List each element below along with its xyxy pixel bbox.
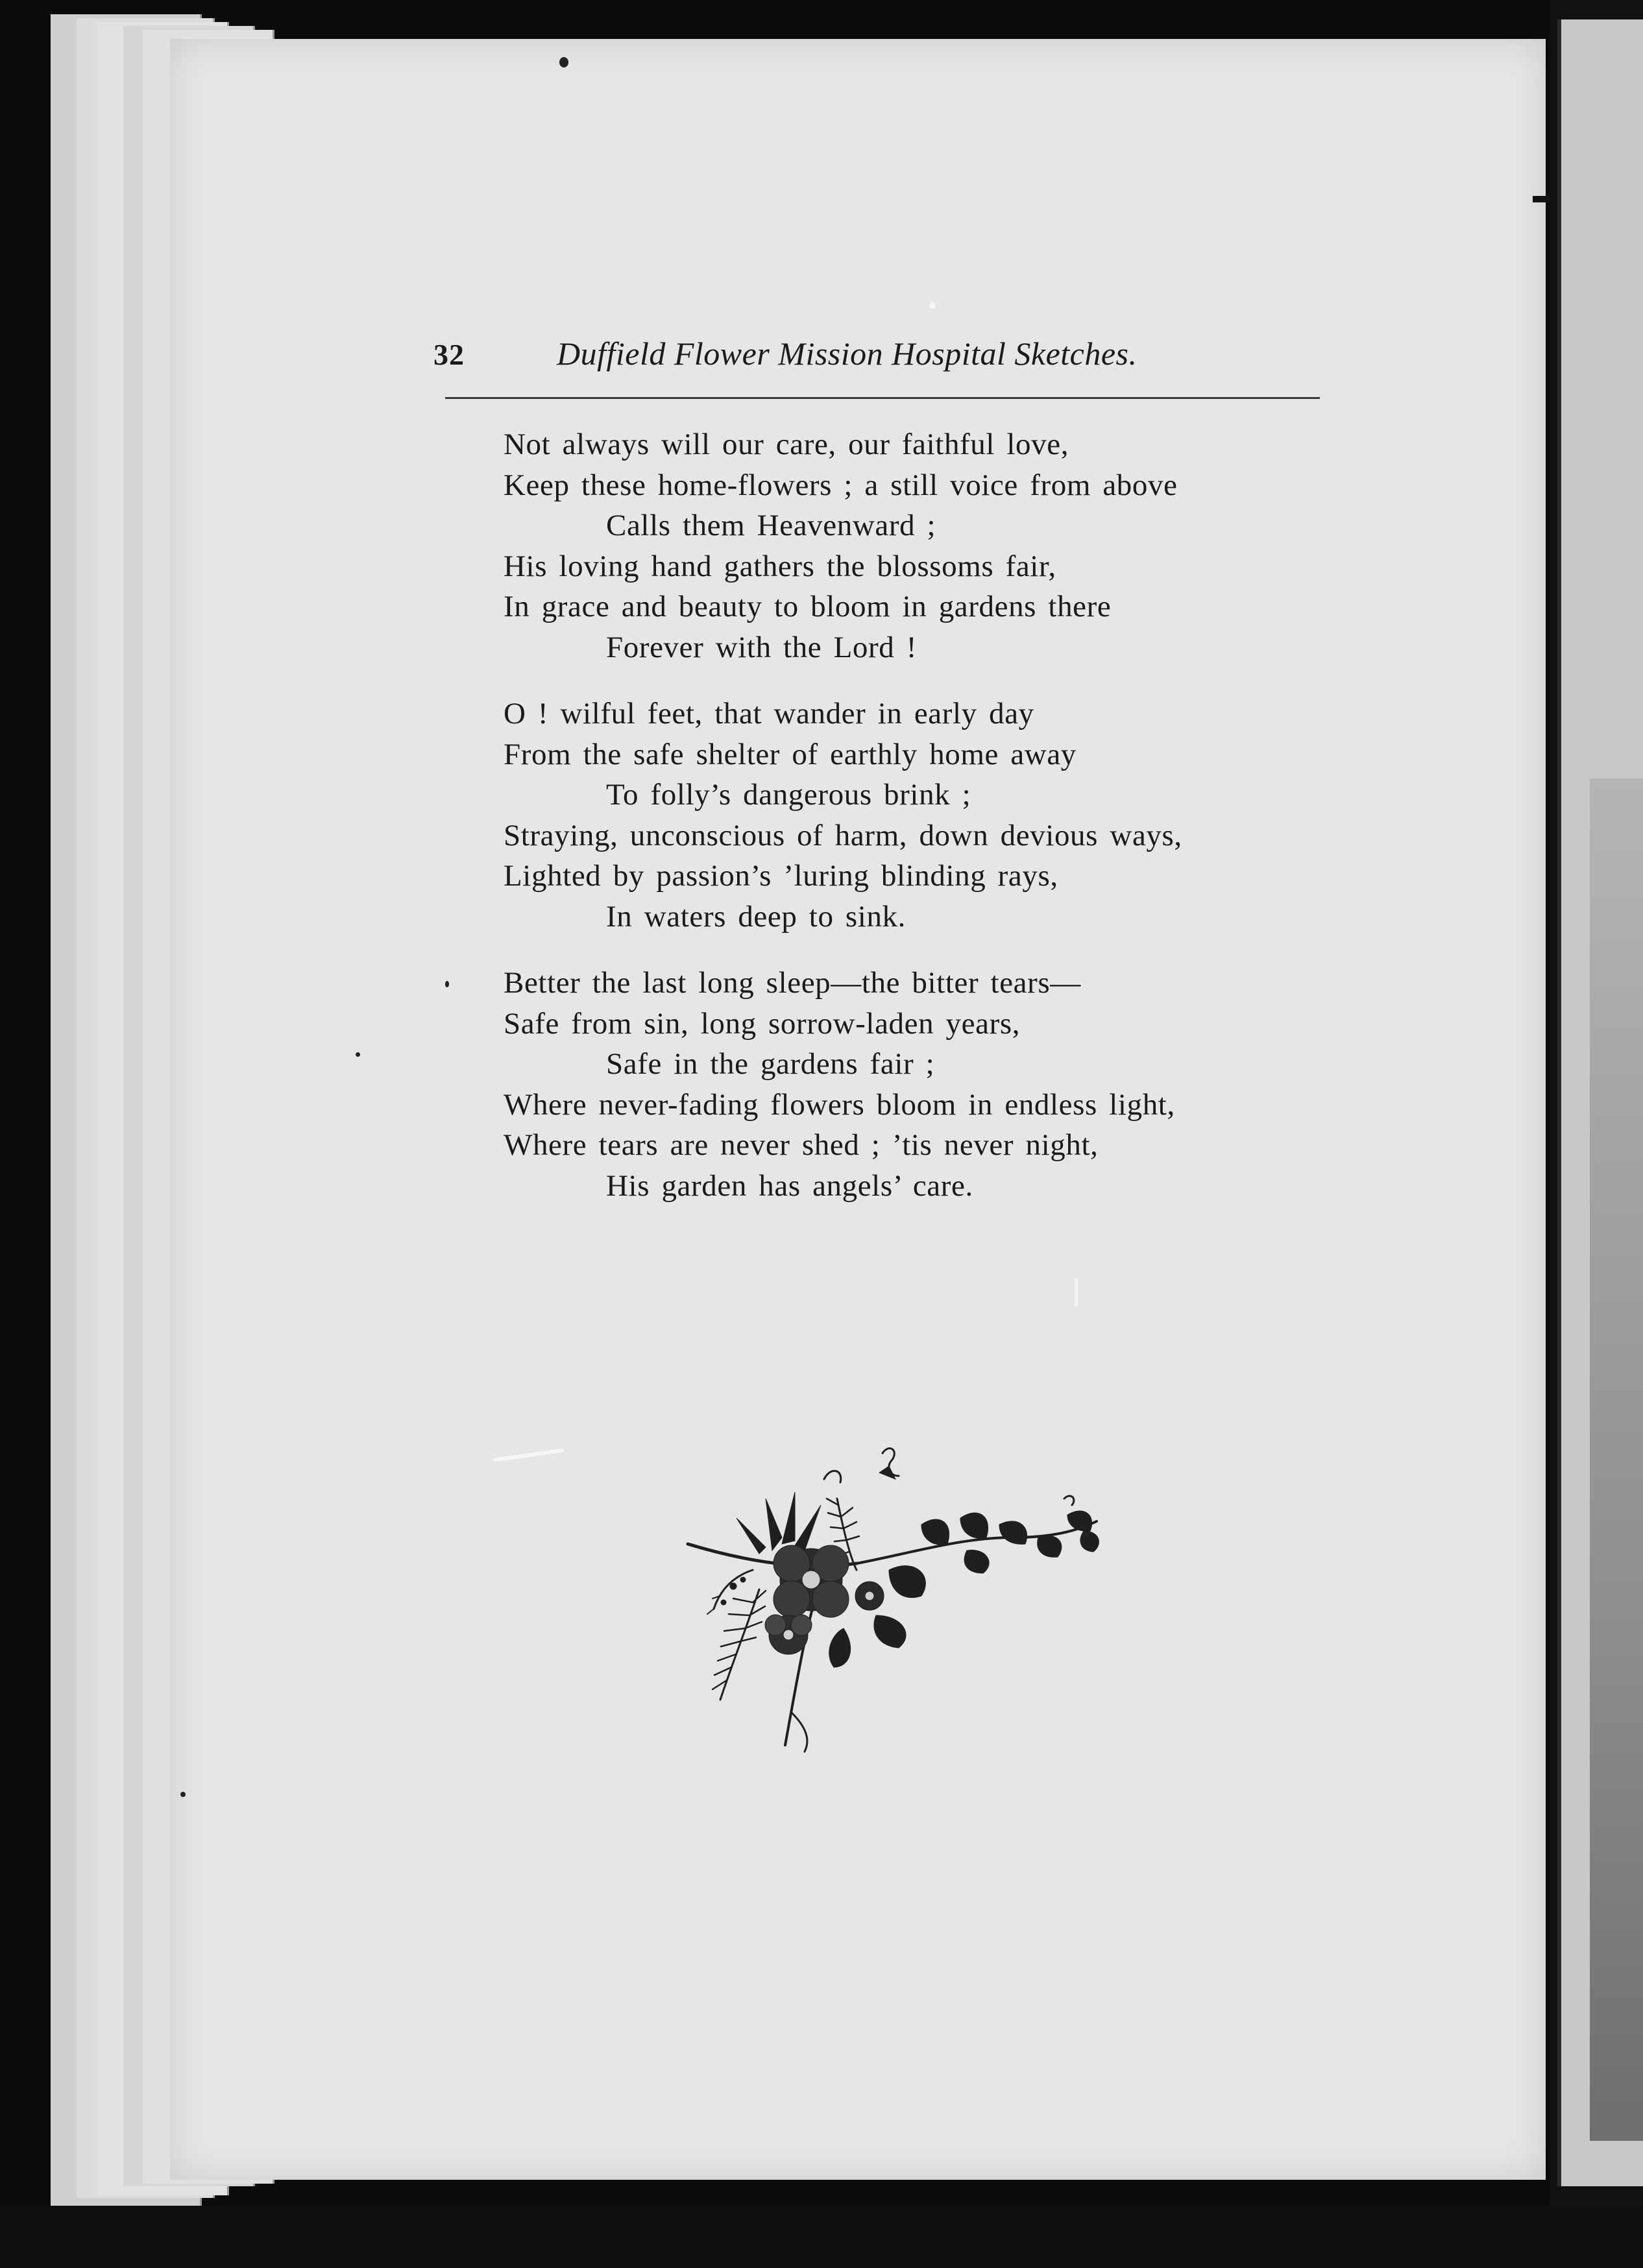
poem-line-indented: His garden has angels’ care. <box>606 1168 973 1203</box>
poem-line-indented: In waters deep to sink. <box>606 899 906 934</box>
poem-line: Keep these home-flowers ; a still voice from above <box>504 468 1178 502</box>
poem-line: Where never-fading flowers bloom in endless light, <box>504 1087 1175 1122</box>
stanza <box>504 694 1321 937</box>
poem-line: Where tears are never shed ; ’tis never night, <box>504 1128 1099 1162</box>
header-rule <box>445 397 1320 399</box>
floral-ornament-icon <box>675 1440 1103 1765</box>
poem-line: In grace and beauty to bloom in gardens there <box>504 590 1112 623</box>
poem-line: Not always will our care, our faithful love, <box>504 428 1069 461</box>
poem-line: Lighted by passion’s ’luring blinding rays, <box>504 859 1058 893</box>
dust-speck <box>559 57 568 67</box>
dust-mark <box>1075 1278 1078 1307</box>
poem-line-indented: Calls them Heavenward ; <box>606 509 936 542</box>
poem-line: Straying, unconscious of harm, down devious ways, <box>504 818 1182 852</box>
binding-mark <box>1533 196 1555 202</box>
scan-bottom-border <box>0 2206 1643 2268</box>
page-number: 32 <box>433 338 465 371</box>
dust-speck <box>180 1792 186 1797</box>
poem-line: His loving hand gathers the blossoms fair, <box>504 549 1056 583</box>
running-title: Duffield Flower Mission Hospital Sketches. <box>557 335 1138 372</box>
dust-speck <box>445 981 449 987</box>
poem-line: Better the last long sleep—the bitter tears— <box>504 966 1081 1000</box>
facing-page-shadow <box>1590 778 1643 2141</box>
dust-speck <box>929 302 936 309</box>
page-header <box>433 335 1251 376</box>
poem <box>504 424 1321 1232</box>
poem-line: From the safe shelter of earthly home away <box>504 737 1077 771</box>
poem-line-indented: To folly’s dangerous brink ; <box>606 778 971 812</box>
stanza <box>504 424 1321 668</box>
dust-speck <box>356 1052 360 1057</box>
poem-line-indented: Forever with the Lord ! <box>606 630 917 664</box>
stanza <box>504 963 1321 1206</box>
poem-line: Safe from sin, long sorrow-laden years, <box>504 1006 1021 1041</box>
poem-line-indented: Safe in the gardens fair ; <box>606 1047 935 1081</box>
poem-line: O ! wilful feet, that wander in early day <box>504 697 1034 730</box>
